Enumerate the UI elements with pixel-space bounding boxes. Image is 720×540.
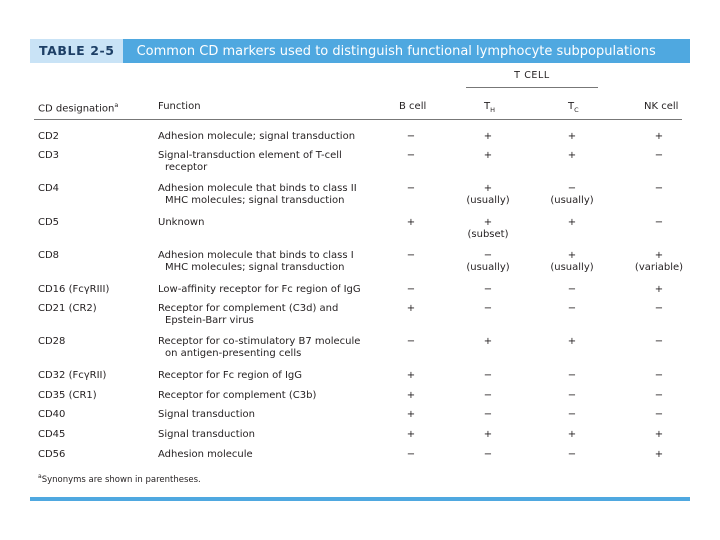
nk-cell-cell (629, 390, 689, 402)
function-line-2: MHC molecules; signal transduction (165, 262, 345, 273)
b-cell-value: − (406, 284, 416, 295)
table-caption: Common CD markers used to distinguish functional lymphocyte subpopulations (136, 43, 656, 59)
t-cell-group-rule (466, 87, 598, 88)
function-cell (158, 150, 388, 174)
b-cell-value: − (406, 250, 416, 261)
cd-designation: CD45 (38, 429, 66, 440)
t-cytotoxic-value: + (567, 150, 577, 161)
t-cytotoxic-cell (542, 370, 602, 382)
function-cell (158, 131, 388, 143)
t-cytotoxic-value: − (567, 303, 577, 314)
t-cytotoxic-value: − (567, 409, 577, 420)
function-cell (158, 429, 388, 441)
t-helper-value: − (483, 370, 493, 381)
cd-designation: CD16 (FcγRIII) (38, 284, 110, 295)
cd-designation: CD5 (38, 217, 60, 228)
header-cd-designation: CD designation$^a$ (38, 101, 119, 115)
t-cytotoxic-value: − (567, 183, 577, 194)
t-cytotoxic-note: (usually) (550, 262, 594, 273)
t-helper-value: + (483, 131, 493, 142)
t-cytotoxic-cell (542, 429, 602, 441)
function-line-1: Unknown (158, 217, 205, 228)
t-helper-value: − (483, 303, 493, 314)
nk-cell-value: + (654, 131, 664, 142)
nk-cell-value: + (654, 284, 664, 295)
b-cell-value: + (406, 303, 416, 314)
b-cell-value: − (406, 183, 416, 194)
table-number-label: TABLE 2-5 (30, 39, 123, 63)
t-helper-value: − (483, 409, 493, 420)
t-helper-value: + (483, 336, 493, 347)
header-b-cell: B cell (399, 101, 427, 112)
t-helper-value: − (483, 390, 493, 401)
b-cell-value: − (406, 336, 416, 347)
cd-designation: CD3 (38, 150, 60, 161)
b-cell-value: + (406, 409, 416, 420)
function-line-1: Receptor for Fc region of IgG (158, 370, 303, 381)
t-cytotoxic-cell (542, 409, 602, 421)
nk-cell-value: − (654, 217, 664, 228)
nk-cell-value: + (654, 250, 664, 261)
function-line-1: Adhesion molecule that binds to class II (158, 183, 357, 194)
nk-cell-cell (629, 449, 689, 461)
t-cytotoxic-value: − (567, 449, 577, 460)
t-cytotoxic-cell (542, 250, 602, 274)
nk-cell-value: + (654, 449, 664, 460)
t-cell-group-header: T CELL (514, 70, 550, 81)
function-line-2: receptor (165, 162, 208, 173)
header-function: Function (158, 101, 201, 112)
t-helper-cell (458, 303, 518, 315)
cd-designation: CD2 (38, 131, 60, 142)
t-helper-value: − (483, 284, 493, 295)
nk-cell-cell (629, 429, 689, 441)
t-cytotoxic-value: + (567, 429, 577, 440)
t-cytotoxic-value: + (567, 250, 577, 261)
t-helper-value: + (483, 217, 493, 228)
t-helper-value: + (483, 183, 493, 194)
t-cytotoxic-value: − (567, 370, 577, 381)
t-helper-cell (458, 409, 518, 421)
header-t-cytotoxic: $T_C$ (568, 101, 579, 114)
function-cell (158, 409, 388, 421)
t-helper-value: − (483, 250, 493, 261)
b-cell-value: − (406, 150, 416, 161)
t-cytotoxic-cell (542, 131, 602, 143)
cd-designation: CD32 (FcγRII) (38, 370, 107, 381)
t-cytotoxic-cell (542, 449, 602, 461)
t-cytotoxic-cell (542, 150, 602, 162)
t-helper-cell (458, 217, 518, 241)
t-cytotoxic-cell (542, 284, 602, 296)
t-helper-cell (458, 370, 518, 382)
function-line-1: Adhesion molecule (158, 449, 253, 460)
nk-cell-value: − (654, 303, 664, 314)
bottom-rule (30, 497, 690, 501)
t-helper-value: − (483, 449, 493, 460)
function-cell (158, 217, 388, 229)
nk-cell-value: − (654, 390, 664, 401)
t-helper-cell (458, 250, 518, 274)
function-cell (158, 336, 388, 360)
table-title-bar (30, 39, 690, 63)
t-cytotoxic-value: + (567, 336, 577, 347)
b-cell-value: + (406, 390, 416, 401)
t-helper-cell (458, 131, 518, 143)
nk-cell-cell (629, 303, 689, 315)
cd-designation: CD21 (CR2) (38, 303, 97, 314)
nk-cell-cell (629, 370, 689, 382)
function-cell (158, 370, 388, 382)
nk-cell-value: − (654, 183, 664, 194)
cd-designation: CD56 (38, 449, 66, 460)
cd-designation: CD35 (CR1) (38, 390, 97, 401)
function-line-1: Receptor for complement (C3b) (158, 390, 317, 401)
nk-cell-cell (629, 131, 689, 143)
function-line-2: MHC molecules; signal transduction (165, 195, 345, 206)
nk-cell-value: + (654, 429, 664, 440)
b-cell-value: − (406, 449, 416, 460)
t-helper-value: + (483, 429, 493, 440)
nk-cell-cell (629, 284, 689, 296)
t-cytotoxic-note: (usually) (550, 195, 594, 206)
function-cell (158, 303, 388, 327)
b-cell-value: − (406, 131, 416, 142)
function-line-1: Low-affinity receptor for Fc region of IgG (158, 284, 361, 295)
function-cell (158, 250, 388, 274)
t-cytotoxic-cell (542, 303, 602, 315)
nk-cell-value: − (654, 336, 664, 347)
t-cytotoxic-cell (542, 183, 602, 207)
t-helper-value: + (483, 150, 493, 161)
cd-designation: CD4 (38, 183, 60, 194)
nk-cell-cell (629, 409, 689, 421)
function-cell (158, 390, 388, 402)
function-line-2: on antigen-presenting cells (165, 348, 302, 359)
function-line-1: Adhesion molecule; signal transduction (158, 131, 356, 142)
nk-cell-value: − (654, 409, 664, 420)
nk-cell-value: − (654, 370, 664, 381)
t-helper-note: (usually) (466, 262, 510, 273)
header-nk-cell: NK cell (644, 101, 679, 112)
t-helper-cell (458, 390, 518, 402)
t-cytotoxic-cell (542, 390, 602, 402)
t-cytotoxic-cell (542, 217, 602, 229)
t-cytotoxic-value: − (567, 284, 577, 295)
function-cell (158, 449, 388, 461)
nk-cell-cell (629, 183, 689, 195)
header-rule (34, 119, 682, 120)
t-cytotoxic-value: − (567, 390, 577, 401)
cd-designation: CD8 (38, 250, 60, 261)
t-cytotoxic-cell (542, 336, 602, 348)
function-line-1: Receptor for complement (C3d) and (158, 303, 339, 314)
cd-designation: CD40 (38, 409, 66, 420)
t-helper-note: (usually) (466, 195, 510, 206)
nk-cell-cell (629, 336, 689, 348)
function-line-1: Signal transduction (158, 429, 255, 440)
function-line-1: Signal-transduction element of T-cell (158, 150, 342, 161)
nk-cell-note: (variable) (634, 262, 684, 273)
t-helper-note: (subset) (467, 229, 509, 240)
b-cell-value: + (406, 429, 416, 440)
nk-cell-cell (629, 150, 689, 162)
nk-cell-cell (629, 250, 689, 274)
function-line-1: Receptor for co-stimulatory B7 molecule (158, 336, 361, 347)
t-helper-cell (458, 429, 518, 441)
nk-cell-value: − (654, 150, 664, 161)
t-helper-cell (458, 284, 518, 296)
function-line-1: Signal transduction (158, 409, 255, 420)
t-cytotoxic-value: + (567, 131, 577, 142)
function-cell (158, 284, 388, 296)
cd-designation: CD28 (38, 336, 66, 347)
t-helper-cell (458, 449, 518, 461)
b-cell-value: + (406, 370, 416, 381)
header-t-helper: $T_H$ (484, 101, 495, 114)
t-helper-cell (458, 183, 518, 207)
b-cell-value: + (406, 217, 416, 228)
function-line-2: Epstein-Barr virus (165, 315, 254, 326)
t-helper-cell (458, 150, 518, 162)
t-cytotoxic-value: + (567, 217, 577, 228)
footnote: $^a$Synonyms are shown in parentheses. (38, 473, 201, 485)
nk-cell-cell (629, 217, 689, 229)
t-helper-cell (458, 336, 518, 348)
function-cell (158, 183, 388, 207)
function-line-1: Adhesion molecule that binds to class I (158, 250, 354, 261)
